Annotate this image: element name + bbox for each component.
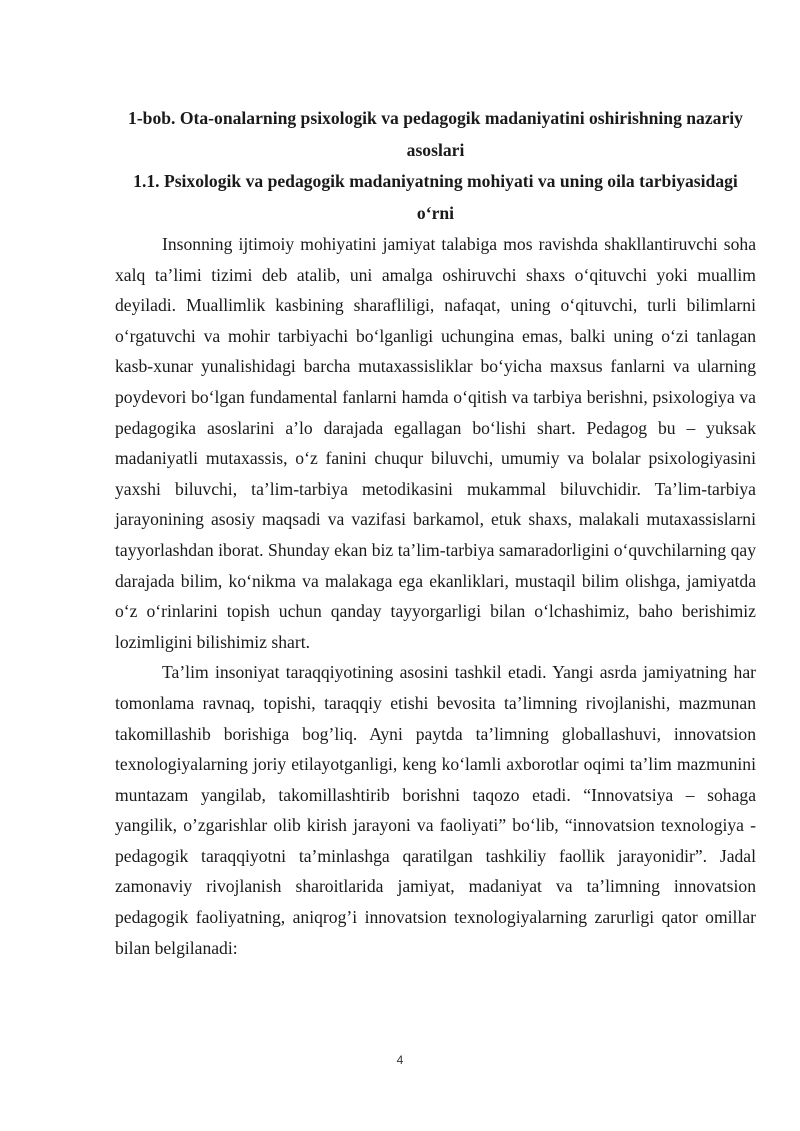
page-content bbox=[115, 103, 756, 963]
body-paragraph-1: Insonning ijtimoiy mohiyatini jamiyat talabiga mos ravishda shakllantiruvchi soha xalq ta’limi tizimi deb atalib, uni amalga oshiruvchi shaxs o‘qituvchi yoki muallim deyiladi. Muallimlik kasbining sharafliligi, nafaqat, uning o‘qituvchi, turli bilimlarni o‘rgatuvchi va mohir tarbiyachi bo‘lganligi uchungina emas, balki uning o‘zi tanlagan kasb-xunar yunalishidagi barcha mutaxassisliklar bo‘yicha maxsus fanlarni va ularning poydevori bo‘lgan fundamental fanlarni hamda o‘qitish va tarbiya berishni, psixologiya va pedagogika asoslarini a’lo darajada egallagan bo‘lishi shart. Pedagog bu – yuksak madaniyatli mutaxassis, o‘z fanini chuqur biluvchi, umumiy va bolalar psixologiyasini yaxshi biluvchi, ta’lim-tarbiya metodikasini mukammal biluvchidir. Ta’lim-tarbiya jarayonining asosiy maqsadi va vazifasi barkamol, etuk shaxs, malakali mutaxassislarni tayyorlashdan iborat. Shunday ekan biz ta’lim-tarbiya samaradorligini o‘quvchilarning qay darajada bilim, ko‘nikma va malakaga ega ekanliklari, mustaqil bilim olishga, jamiyatda o‘z o‘rinlarini topish uchun qanday tayyorgarligi bilan o‘lchashimiz, baho berishimiz lozimligini bilishimiz shart. bbox=[115, 234, 756, 652]
body-paragraph-2: Ta’lim insoniyat taraqqiyotining asosini tashkil etadi. Yangi asrda jamiyatning har tomonlama ravnaq, topishi, taraqqiy etishi bevosita ta’limning rivojlanishi, mazmunan takomillashib borishiga bog’liq. Ayni paytda ta’limning globallashuvi, innovatsion texnologiyalarning joriy etilayotganligi, keng ko‘lamli axborotlar oqimi ta’lim mazmunini muntazam yangilab, takomillashtirib borishni taqozo etadi. “Innovatsiya – sohaga yangilik, o’zgarishlar olib kirish jarayoni va faoliyati” bo‘lib, “innovatsion texnologiya - pedagogik taraqqiyotni ta’minlashga qaratilgan tashkiliy faollik jarayonidir”. Jadal zamonaviy rivojlanish sharoitlarida jamiyat, madaniyat va ta’limning innovatsion pedagogik faoliyatning, aniqrog’i innovatsion texnologiyalarning zarurligi qator omillar bilan belgilanadi: bbox=[115, 662, 756, 958]
chapter-title: 1-bob. Ota-onalarning psixologik va pedagogik madaniyatini oshirishning nazariy asoslari bbox=[128, 108, 743, 160]
page-number: 4 bbox=[396, 1053, 404, 1067]
section-title: 1.1. Psixologik va pedagogik madaniyatning mohiyati va uning oila tarbiyasidagi o‘rni bbox=[133, 171, 738, 223]
